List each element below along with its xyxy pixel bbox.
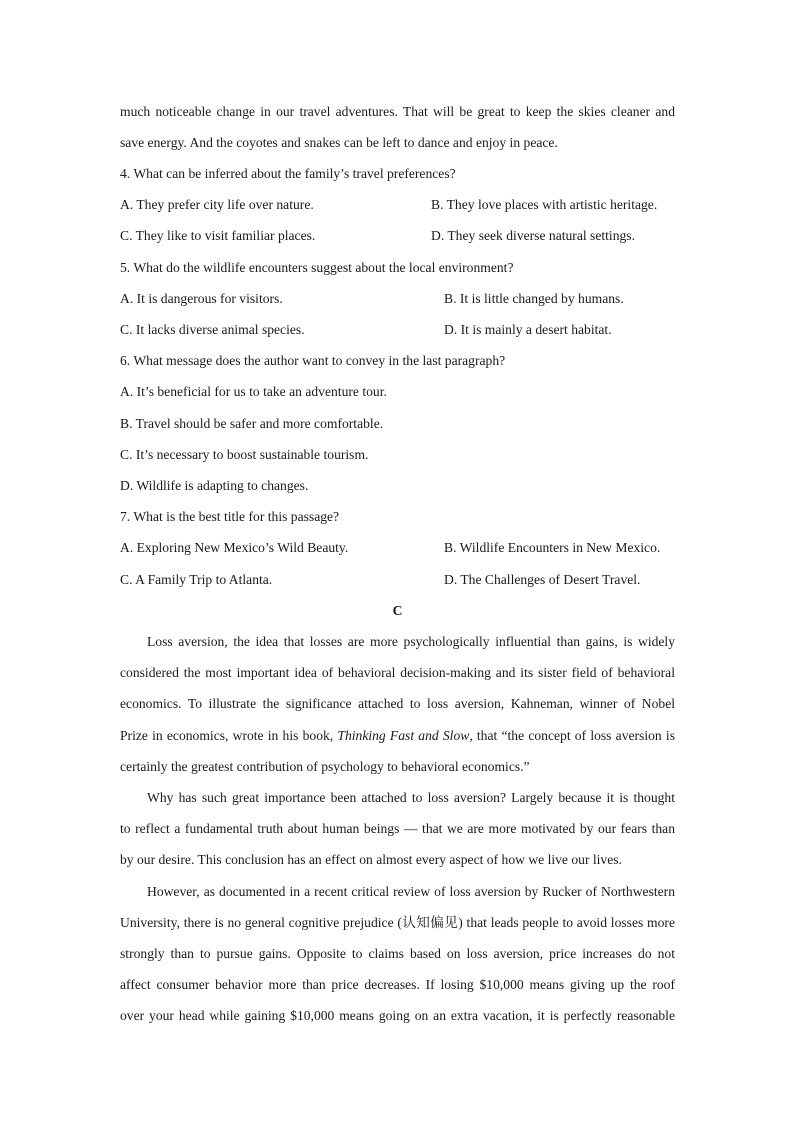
option-d: D. Wildlife is adapting to changes. — [120, 478, 309, 493]
option-d: D. The Challenges of Desert Travel. — [444, 572, 641, 587]
question-stem: 5. What do the wildlife encounters suggest about the local environment? — [120, 260, 514, 275]
option-a: A. They prefer city life over nature. — [120, 197, 314, 212]
paragraph-text: Prize in economics, wrote in his book, — [120, 728, 338, 743]
paragraph-line: considered the most important idea of behavioral decision-making and its sister field of behavioral — [120, 665, 675, 680]
option-d: D. It is mainly a desert habitat. — [444, 322, 612, 337]
option-b: B. Travel should be safer and more comfortable. — [120, 416, 384, 431]
passage-text-line: much noticeable change in our travel adventures. That will be great to keep the skies cleaner and — [120, 104, 675, 119]
option-d: D. They seek diverse natural settings. — [431, 228, 635, 243]
option-a: A. It is dangerous for visitors. — [120, 291, 283, 306]
paragraph-line: economics. To illustrate the significance attached to loss aversion, Kahneman, winner of Nobel — [120, 696, 675, 711]
option-b: B. Wildlife Encounters in New Mexico. — [444, 540, 661, 555]
paragraph-line: by our desire. This conclusion has an effect on almost every aspect of how we live our lives. — [120, 852, 622, 867]
question-stem: 6. What message does the author want to convey in the last paragraph? — [120, 353, 506, 368]
option-b: B. It is little changed by humans. — [444, 291, 624, 306]
option-c: C. It lacks diverse animal species. — [120, 322, 305, 337]
question-stem: 7. What is the best title for this passage? — [120, 509, 340, 524]
option-c: C. A Family Trip to Atlanta. — [120, 572, 273, 587]
paragraph-line: certainly the greatest contribution of psychology to behavioral economics.” — [120, 759, 530, 774]
paragraph-line: over your head while gaining $10,000 means going on an extra vacation, it is perfectly reasonable — [120, 1008, 675, 1023]
paragraph-line: Loss aversion, the idea that losses are more psychologically influential than gains, is widely — [147, 634, 675, 649]
section-heading: C — [392, 603, 403, 618]
passage-text-line: save energy. And the coyotes and snakes can be left to dance and enjoy in peace. — [120, 135, 558, 150]
paragraph-line: affect consumer behavior more than price decreases. If losing $10,000 means giving up the roof — [120, 977, 675, 992]
paragraph-line: strongly than to pursue gains. Opposite to claims based on loss aversion, price increases do not — [120, 946, 675, 961]
paragraph-line: Why has such great importance been attached to loss aversion? Largely because it is thought — [147, 790, 675, 805]
paragraph-line: University, there is no general cognitive prejudice (认知偏见) that leads people to avoid losses more — [120, 915, 675, 930]
option-b: B. They love places with artistic heritage. — [431, 197, 658, 212]
paragraph-line: However, as documented in a recent critical review of loss aversion by Rucker of Northwestern — [147, 884, 675, 899]
question-stem: 4. What can be inferred about the family’s travel preferences? — [120, 166, 456, 181]
paragraph-line — [120, 726, 675, 746]
book-title: Thinking Fast and Slow — [337, 728, 470, 743]
option-c: C. They like to visit familiar places. — [120, 228, 316, 243]
option-a: A. Exploring New Mexico’s Wild Beauty. — [120, 540, 349, 555]
option-a: A. It’s beneficial for us to take an adventure tour. — [120, 384, 387, 399]
paragraph-text: , that “the concept of loss aversion is — [469, 728, 675, 743]
paragraph-line: to reflect a fundamental truth about human beings — that we are more motivated by our fears than — [120, 821, 675, 836]
option-c: C. It’s necessary to boost sustainable tourism. — [120, 447, 369, 462]
